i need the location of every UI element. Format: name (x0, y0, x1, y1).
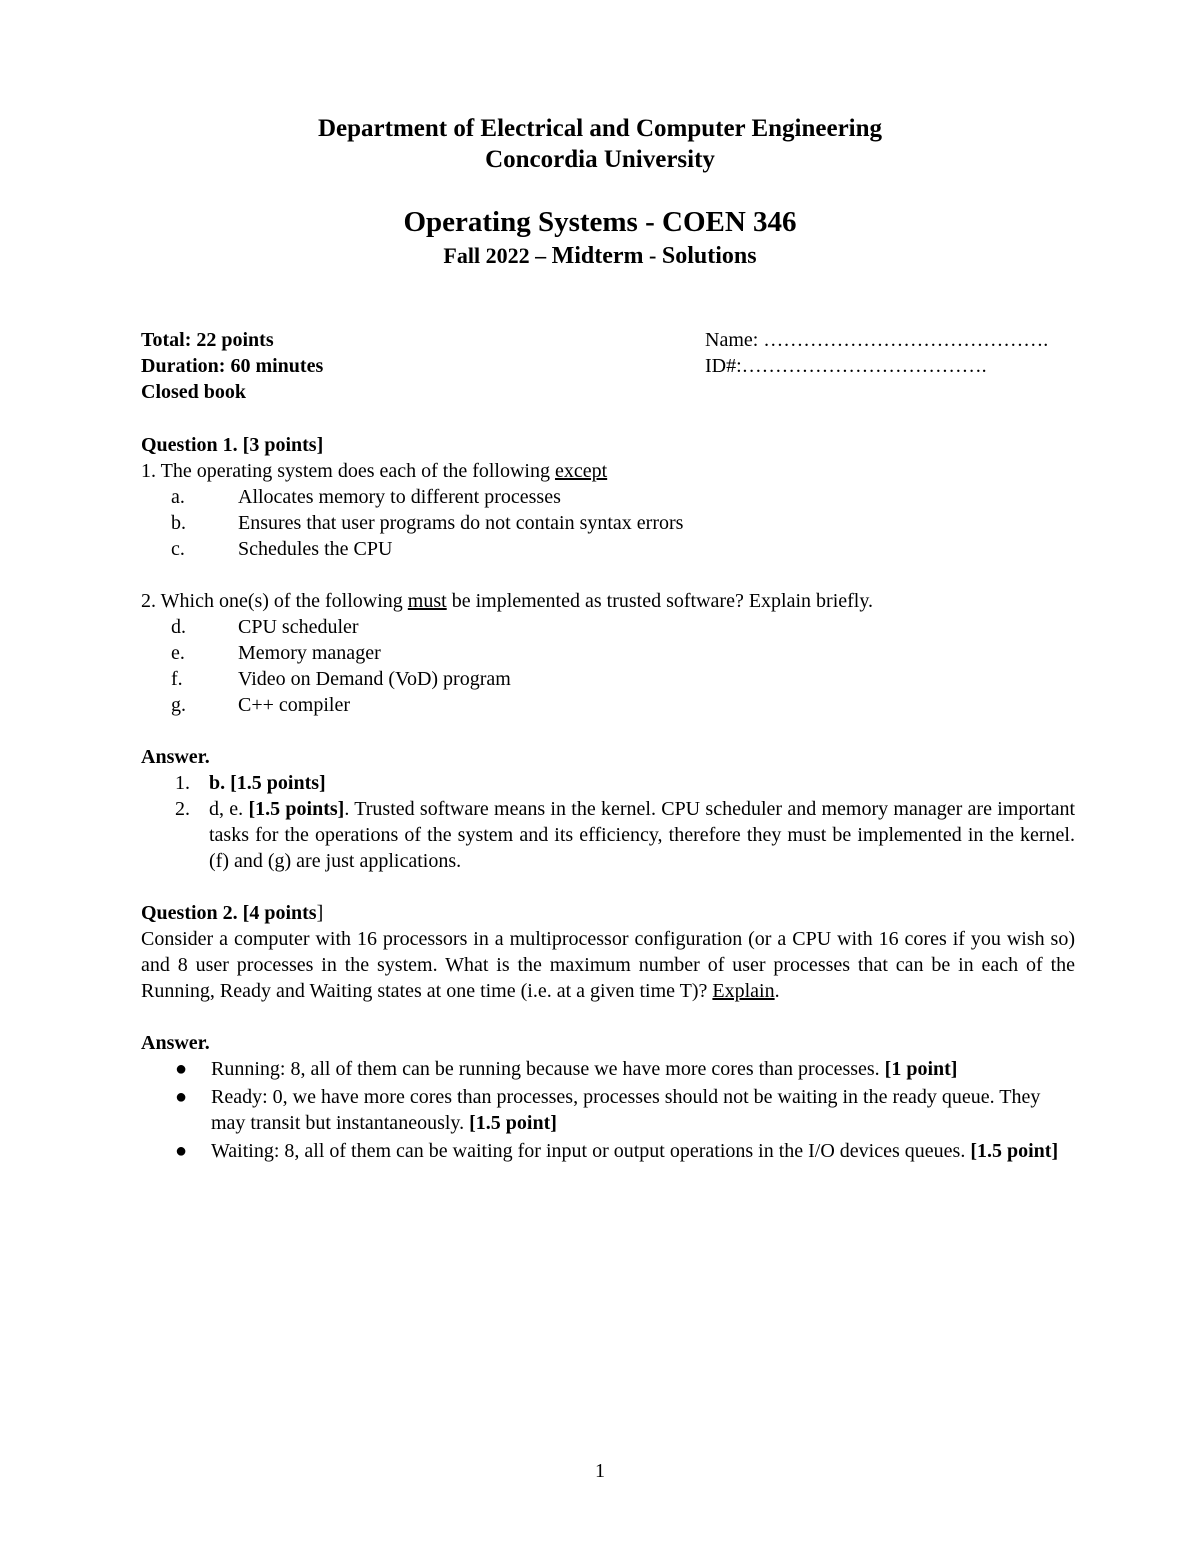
option-text: CPU scheduler (238, 616, 359, 638)
term-text: Fall 2022 – (443, 243, 547, 268)
q1-p1-underline: except (554, 460, 608, 482)
id-field: ID#:………………………………. (705, 355, 987, 377)
option-text: Allocates memory to different processes (238, 486, 561, 508)
option-item (141, 666, 1075, 692)
bullet-text (211, 1138, 1075, 1164)
page-number: 1 (595, 1460, 605, 1482)
bullet-icon: ● (175, 1086, 188, 1108)
q1-p2-text: 2. Which one(s) of the following (141, 590, 408, 612)
answer-1-label: Answer. (141, 746, 210, 768)
question-1-part-1 (141, 458, 1075, 484)
total-points: Total: 22 points (141, 329, 274, 351)
q2-title-end: ] (316, 902, 324, 924)
student-info (705, 327, 1048, 379)
answer-2-label: Answer. (141, 1032, 210, 1054)
department-title: Department of Electrical and Computer Engineering (317, 115, 883, 142)
option-label: a. (171, 486, 185, 508)
list-item (141, 1056, 1075, 1082)
option-label: b. (171, 512, 186, 534)
header-block (0, 113, 1200, 175)
option-label: e. (171, 642, 185, 664)
exam-info (141, 327, 323, 405)
option-text: C++ compiler (238, 694, 350, 716)
question-2-title (141, 900, 1075, 926)
bullet-points: [1.5 point] (970, 1140, 1059, 1162)
exam-subtitle (0, 242, 1200, 270)
answer-text (209, 796, 1075, 874)
answer-item (141, 770, 1075, 796)
university-title: Concordia University (485, 146, 715, 173)
option-label: g. (171, 694, 186, 716)
answer-points: [1.5 points] (248, 798, 345, 820)
question-1-title: Question 1. [3 points] (141, 434, 324, 456)
answer-text: b. [1.5 points] (209, 772, 326, 794)
option-item (141, 614, 1075, 640)
list-item (141, 1138, 1075, 1164)
bullet-body: Ready: 0, we have more cores than processes, processes should not be waiting in the ready queue. They may transit but instantaneously. (211, 1086, 1041, 1134)
q1-p1-text: 1. The operating system does each of the following (141, 460, 555, 482)
name-field: Name: ……………………………………. (705, 329, 1049, 351)
questions-body (141, 432, 1075, 1166)
bullet-text (211, 1056, 1075, 1082)
option-item (141, 510, 1075, 536)
dash-text: - (643, 243, 662, 268)
question-1-part-2 (141, 588, 1075, 614)
option-item (141, 640, 1075, 666)
option-label: c. (171, 538, 185, 560)
option-label: d. (171, 616, 186, 638)
q1-p2-suffix: be implemented as trusted software? Explain briefly. (446, 590, 874, 612)
option-label: f. (171, 668, 183, 690)
closed-book: Closed book (141, 381, 247, 403)
answer-rest: . Trusted software means in the kernel. CPU scheduler and memory manager are important tasks for the operations of the system and its efficiency, therefore they must be implemented in the kernel. (f) and (g) are just applications. (209, 798, 1075, 872)
bullet-icon: ● (175, 1058, 188, 1080)
answer-number: 1. (175, 772, 190, 794)
option-text: Video on Demand (VoD) program (238, 668, 511, 690)
question-2-text (141, 926, 1075, 1004)
answer-prefix: d, e. (209, 798, 249, 820)
q2-title-text: Question 2. [4 points (141, 902, 317, 924)
bullet-points: [1 point] (884, 1058, 958, 1080)
option-item (141, 484, 1075, 510)
list-item (141, 1084, 1075, 1136)
option-item (141, 536, 1075, 562)
q2-text-underline: Explain (712, 980, 775, 1002)
option-text: Schedules the CPU (238, 538, 393, 560)
answer-item (141, 796, 1075, 874)
q2-text-body: Consider a computer with 16 processors in a multiprocessor configuration (or a CPU with 16 cores if you wish so) and 8 user processes in the system. What is the maximum number of user processes that can be in each of the Running, Ready and Waiting states at one time (i.e. at a given time T)? (141, 928, 1075, 1002)
duration: Duration: 60 minutes (141, 355, 324, 377)
option-item (141, 692, 1075, 718)
q2-text-end: . (774, 980, 780, 1002)
option-text: Memory manager (238, 642, 381, 664)
bullet-icon: ● (175, 1140, 188, 1162)
bullet-points: [1.5 point] (469, 1112, 557, 1134)
bullet-body: Waiting: 8, all of them can be waiting for input or output operations in the I/O devices queues. (211, 1140, 971, 1162)
answer-number: 2. (175, 798, 190, 820)
solutions-text: Solutions (661, 243, 757, 269)
exam-text: Midterm (551, 243, 644, 269)
q1-p2-underline: must (407, 590, 447, 612)
course-title: Operating Systems - COEN 346 (403, 206, 797, 238)
bullet-text (211, 1084, 1075, 1136)
bullet-body: Running: 8, all of them can be running because we have more cores than processes. (211, 1058, 885, 1080)
option-text: Ensures that user programs do not contain syntax errors (238, 512, 684, 534)
